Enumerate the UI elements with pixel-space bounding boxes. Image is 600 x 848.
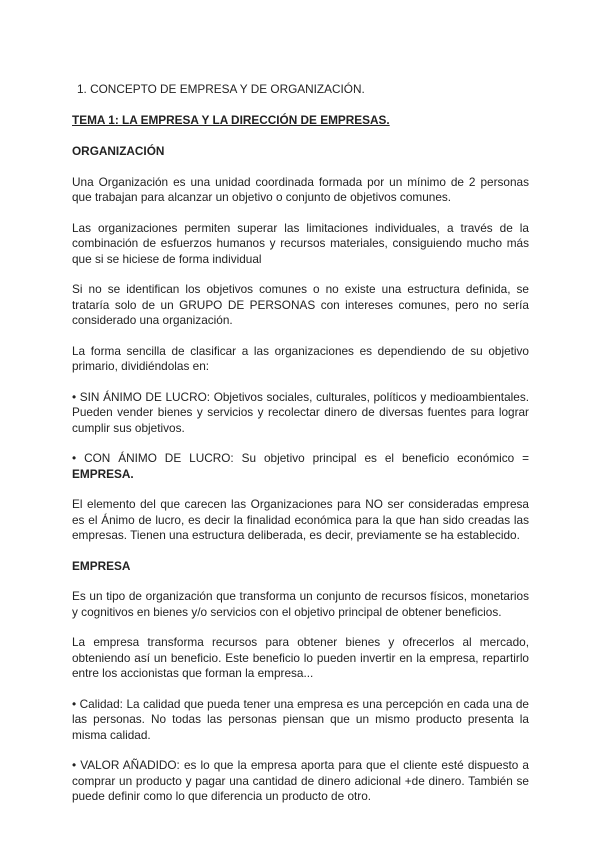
organizacion-title: ORGANIZACIÓN — [72, 144, 165, 158]
bullet-item: • SIN ÁNIMO DE LUCRO: Objetivos sociales, culturales, políticos y medioambientales. Pueden vender bienes y servicios y recolectar dinero de diversas fuentes para lograr cumplir sus objetivos. — [72, 389, 529, 435]
bullet-text: • CON ÁNIMO DE LUCRO: Su objetivo principal es el beneficio económico = — [72, 451, 529, 465]
paragraph: El elemento del que carecen las Organizaciones para NO ser consideradas empresa es el Ánimo de lucro, es decir la finalidad económica para la que han sido creadas las empresas. Tienen una estructura deliberada, es decir, previamente se ha establecido. — [72, 497, 529, 542]
bullet-emphasis: EMPRESA. — [72, 466, 134, 481]
paragraph: Las organizaciones permiten superar las limitaciones individuales, a través de la combinación de esfuerzos humanos y recursos materiales, consiguiendo mucho más que si se hiciese de forma individual — [72, 220, 529, 266]
bullet-item: • Calidad: La calidad que pueda tener una empresa es una percepción en cada una de las personas. No todas las personas piensan que un mismo producto presenta la misma calidad. — [72, 696, 529, 742]
tema-title: TEMA 1: LA EMPRESA Y LA DIRECCIÓN DE EMPRESAS. — [72, 112, 390, 127]
section-heading: 1. CONCEPTO DE EMPRESA Y DE ORGANIZACIÓN. — [77, 82, 365, 96]
paragraph: Es un tipo de organización que transforma un conjunto de recursos físicos, monetarios y cognitivos en bienes y/o servicios con el objetivo principal de obtener beneficios. — [72, 589, 529, 619]
paragraph: La empresa transforma recursos para obtener bienes y ofrecerlos al mercado, obteniendo así un beneficio. Este beneficio lo pueden invertir en la empresa, repartirlo entre los accionistas que forman la empresa... — [72, 635, 529, 680]
bullet-item: • VALOR AÑADIDO: es lo que la empresa aporta para que el cliente esté dispuesto a comprar un producto y pagar una cantidad de dinero adicional +de dinero. También se puede definir como lo que diferencia un producto de otro. — [72, 758, 529, 803]
paragraph: Una Organización es una unidad coordinada formada por un mínimo de 2 personas que trabajan para alcanzar un objetivo o conjunto de objetivos comunes. — [72, 174, 529, 204]
paragraph: La forma sencilla de clasificar a las organizaciones es dependiendo de su objetivo primario, dividiéndolas en: — [72, 343, 529, 373]
empresa-title: EMPRESA — [72, 558, 131, 573]
bullet-item — [72, 451, 529, 482]
paragraph: Si no se identifican los objetivos comunes o no existe una estructura definida, se trataría solo de un GRUPO DE PERSONAS con intereses comunes, pero no sería considerado una organización. — [72, 282, 529, 327]
